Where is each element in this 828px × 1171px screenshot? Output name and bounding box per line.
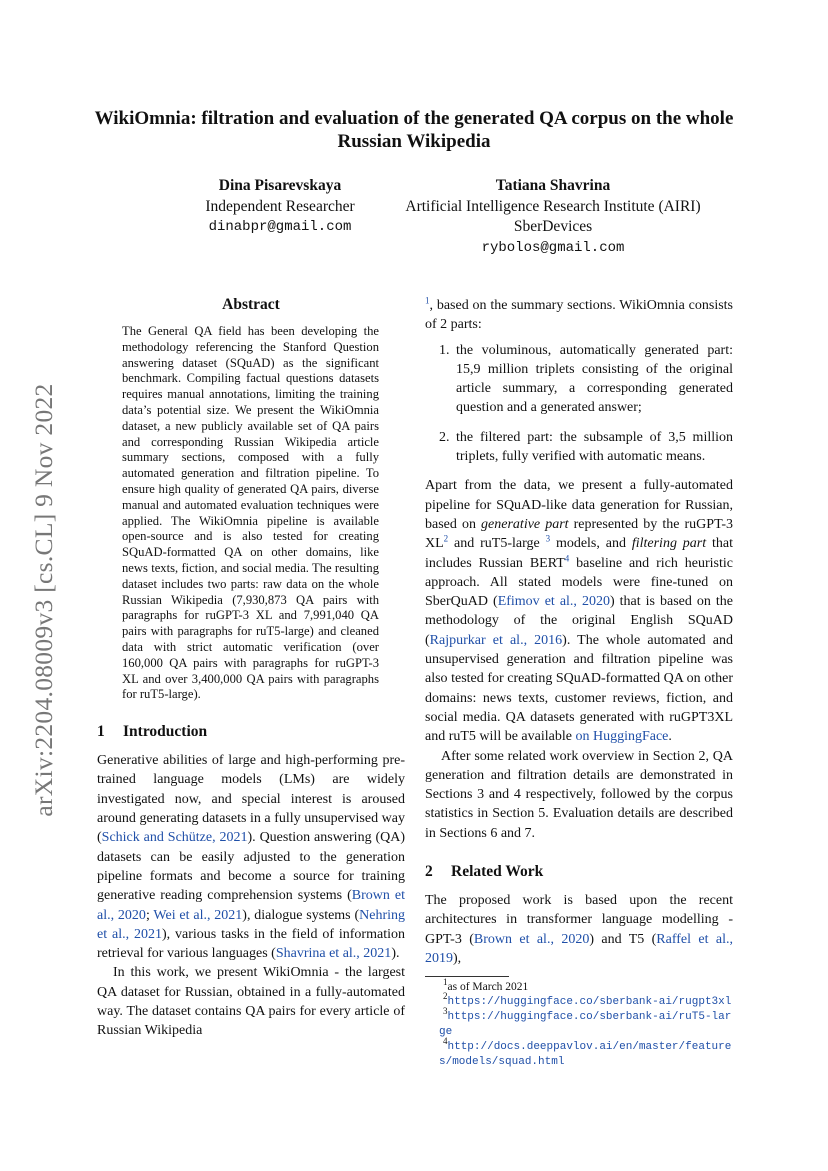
footnote-text: as of March 2021 bbox=[447, 981, 529, 994]
section-heading-related-work bbox=[425, 863, 733, 881]
paper-title: WikiOmnia: filtration and evaluation of the generated QA corpus on the whole Russian Wikipedia bbox=[94, 108, 734, 152]
author-block-1 bbox=[180, 176, 380, 238]
text-run: . bbox=[668, 729, 672, 745]
footnote-divider bbox=[425, 976, 509, 977]
arxiv-identifier bbox=[24, 340, 64, 860]
intro-paragraph-2-cont bbox=[425, 296, 733, 335]
text-run: Generative abilities of large and high-performing pre-trained language models (LMs) are widely investigated now, and special interest is aroused around generating datasets in a fully unsupervised way ( bbox=[97, 753, 405, 846]
right-column bbox=[425, 296, 733, 1069]
text-run: ), various tasks in the field of information retrieval for various languages ( bbox=[97, 926, 405, 962]
citation-link[interactable]: Efimov et al., 2020 bbox=[497, 594, 610, 610]
footnote-4 bbox=[425, 1036, 733, 1069]
text-run: ), bbox=[453, 950, 462, 966]
footnote-marker[interactable]: 3 bbox=[545, 533, 551, 544]
footnote-1 bbox=[425, 977, 733, 994]
citation-link[interactable]: Shavrina et al., 2021 bbox=[275, 946, 392, 962]
section-title: Related Work bbox=[451, 863, 544, 881]
dataset-parts-list bbox=[425, 341, 733, 467]
author-name: Tatiana Shavrina bbox=[495, 177, 611, 194]
text-run: Apart from the data, we present a fully-automated pipeline for SQuAD-like data generation for Russian, based on bbox=[425, 478, 733, 532]
author-email: dinabpr@gmail.com bbox=[208, 219, 352, 235]
text-run: ). Question answering (QA) datasets can be easily adjusted to the generation pipeline formats and become a source for training generative reading comprehension systems ( bbox=[97, 830, 406, 904]
footnote-2 bbox=[425, 991, 733, 1009]
author-affiliation: Artificial Intelligence Research Institute (AIRI) bbox=[405, 197, 701, 215]
citation-link[interactable]: Brown et al., 2020 bbox=[97, 888, 406, 923]
text-run: ). bbox=[391, 946, 400, 962]
citation-link[interactable]: Raffel et al., 2019 bbox=[425, 931, 733, 966]
text-run: ) that is based on the methodology of the original English SQuAD ( bbox=[425, 594, 734, 648]
intro-paragraph-3 bbox=[425, 476, 733, 746]
footnote-url-link[interactable]: https://huggingface.co/sberbank-ai/ruT5-large bbox=[439, 1011, 732, 1039]
abstract-text: The General QA field has been developing the methodology referencing the Stanford Question answering dataset (SQuAD) as the significant benchmark. Compiling factual questions datasets requires manual annotations, limiting the training data’s potential size. We present the WikiOmnia dataset, a new publicly available set of QA pairs and corresponding Russian Wikipedia article summary sections, composed with a fully automated generation and filtration pipeline. To ensure high quality of generated QA pairs, diverse manual and automated evaluation techniques were applied. The WikiOmnia pipeline is available open-source and is also tested for creating SQuAD-formatted QA on other domains, like news texts, fiction, and social media. The resulting dataset includes two parts: raw data on the whole Russian Wikipedia (7,930,873 QA pairs with paragraphs for ruGPT-3 XL and 7,991,040 QA pairs with paragraphs for ruT5-large) and cleaned data with strict automatic verification (over 160,000 QA pairs with paragraphs for ruGPT-3 XL and over 3,400,000 QA pairs with paragraphs for ruT5-large). bbox=[122, 324, 379, 702]
author-affiliation: Independent Researcher bbox=[205, 197, 355, 215]
huggingface-link[interactable]: on HuggingFace bbox=[575, 729, 669, 745]
footnote-url-link[interactable]: https://huggingface.co/sberbank-ai/rugpt3xl bbox=[447, 996, 732, 1009]
author-affiliation-2: SberDevices bbox=[513, 218, 593, 235]
footnote-number: 3 bbox=[443, 1006, 448, 1017]
footnote-url-link[interactable]: http://docs.deeppavlov.ai/en/master/features/models/squad.html bbox=[439, 1041, 732, 1069]
text-run: In this work, we present WikiOmnia - the largest QA dataset for Russian, obtained in a fully-automated way. The dataset contains QA pairs for every article of Russian Wikipedia bbox=[97, 965, 405, 1039]
citation-link[interactable]: Wei et al., 2021 bbox=[153, 907, 243, 923]
author-block-2 bbox=[388, 176, 718, 258]
text-run: represented by the ruGPT-3 XL bbox=[425, 516, 734, 552]
section-number: 1 bbox=[97, 723, 105, 741]
footnote-marker[interactable]: 4 bbox=[564, 552, 570, 563]
intro-paragraph-4: After some related work overview in Section 2, QA generation and filtration details are demonstrated in Sections 3 and 4 respectively, followed by the corpus statistics in Section 5. Evaluation details are described in Sections 6 and 7. bbox=[425, 748, 733, 841]
section-heading-introduction bbox=[97, 723, 405, 741]
intro-paragraph-2 bbox=[97, 963, 405, 1040]
section-number: 2 bbox=[425, 863, 433, 881]
citation-link[interactable]: Nehring et al., 2021 bbox=[97, 907, 406, 942]
text-run: , based on the summary sections. WikiOmnia consists of 2 parts: bbox=[425, 298, 733, 333]
citation-link[interactable]: Schick and Schütze, 2021 bbox=[101, 830, 248, 846]
abstract-heading: Abstract bbox=[222, 296, 280, 313]
footnote-number: 1 bbox=[443, 977, 448, 988]
footnote-number: 2 bbox=[443, 991, 448, 1002]
citation-link[interactable]: Brown et al., 2020 bbox=[473, 931, 590, 947]
footnote-marker[interactable]: 2 bbox=[443, 533, 449, 544]
text-run: models, and bbox=[550, 536, 632, 552]
intro-paragraph-1 bbox=[97, 751, 405, 963]
text-run: and ruT5-large bbox=[448, 536, 546, 552]
text-run: baseline and rich heuristic approach. All stated models were fine-tuned on SberQuAD ( bbox=[425, 555, 733, 610]
author-email: rybolos@gmail.com bbox=[481, 239, 625, 256]
text-run: ), dialogue systems ( bbox=[242, 907, 360, 923]
list-text: the voluminous, automatically generated part: 15,9 million triplets consisting of the original article summary, a corresponding generated question and a generated answer; bbox=[456, 342, 733, 416]
list-item bbox=[425, 428, 733, 467]
list-number: 1. bbox=[439, 342, 450, 358]
author-name: Dina Pisarevskaya bbox=[218, 177, 342, 194]
emphasis-text: generative part bbox=[481, 516, 569, 532]
text-run: ). The whole automated and unsupervised generation and filtration pipeline was also tested for creating SQuAD-formatted QA on other domains: news texts, customer reviews, fiction, and social media. QA datasets generated with ruGPT3XL and ruT5 will be available bbox=[425, 632, 733, 745]
text-run: The proposed work is based upon the recent architectures in transformer language modelling - GPT-3 ( bbox=[425, 893, 733, 947]
text-run: ) and T5 ( bbox=[589, 931, 657, 947]
list-text: the filtered part: the subsample of 3,5 million triplets, fully verified with automatic means. bbox=[456, 429, 733, 465]
related-paragraph-1 bbox=[425, 891, 733, 968]
left-column bbox=[97, 296, 405, 1041]
citation-link[interactable]: Rajpurkar et al., 2016 bbox=[429, 632, 563, 648]
section-title: Introduction bbox=[123, 723, 208, 741]
list-item bbox=[425, 341, 733, 418]
footnote-3 bbox=[425, 1006, 733, 1039]
footnote-number: 4 bbox=[443, 1036, 448, 1047]
footnote-marker[interactable]: 1 bbox=[425, 295, 430, 306]
arxiv-identifier-text: arXiv:2204.08009v3 [cs.CL] 9 Nov 2022 bbox=[29, 383, 58, 817]
emphasis-text: filtering part bbox=[631, 536, 707, 552]
text-run: that includes Russian BERT bbox=[425, 536, 733, 571]
text-run: ; bbox=[145, 907, 154, 923]
list-number: 2. bbox=[439, 429, 450, 445]
